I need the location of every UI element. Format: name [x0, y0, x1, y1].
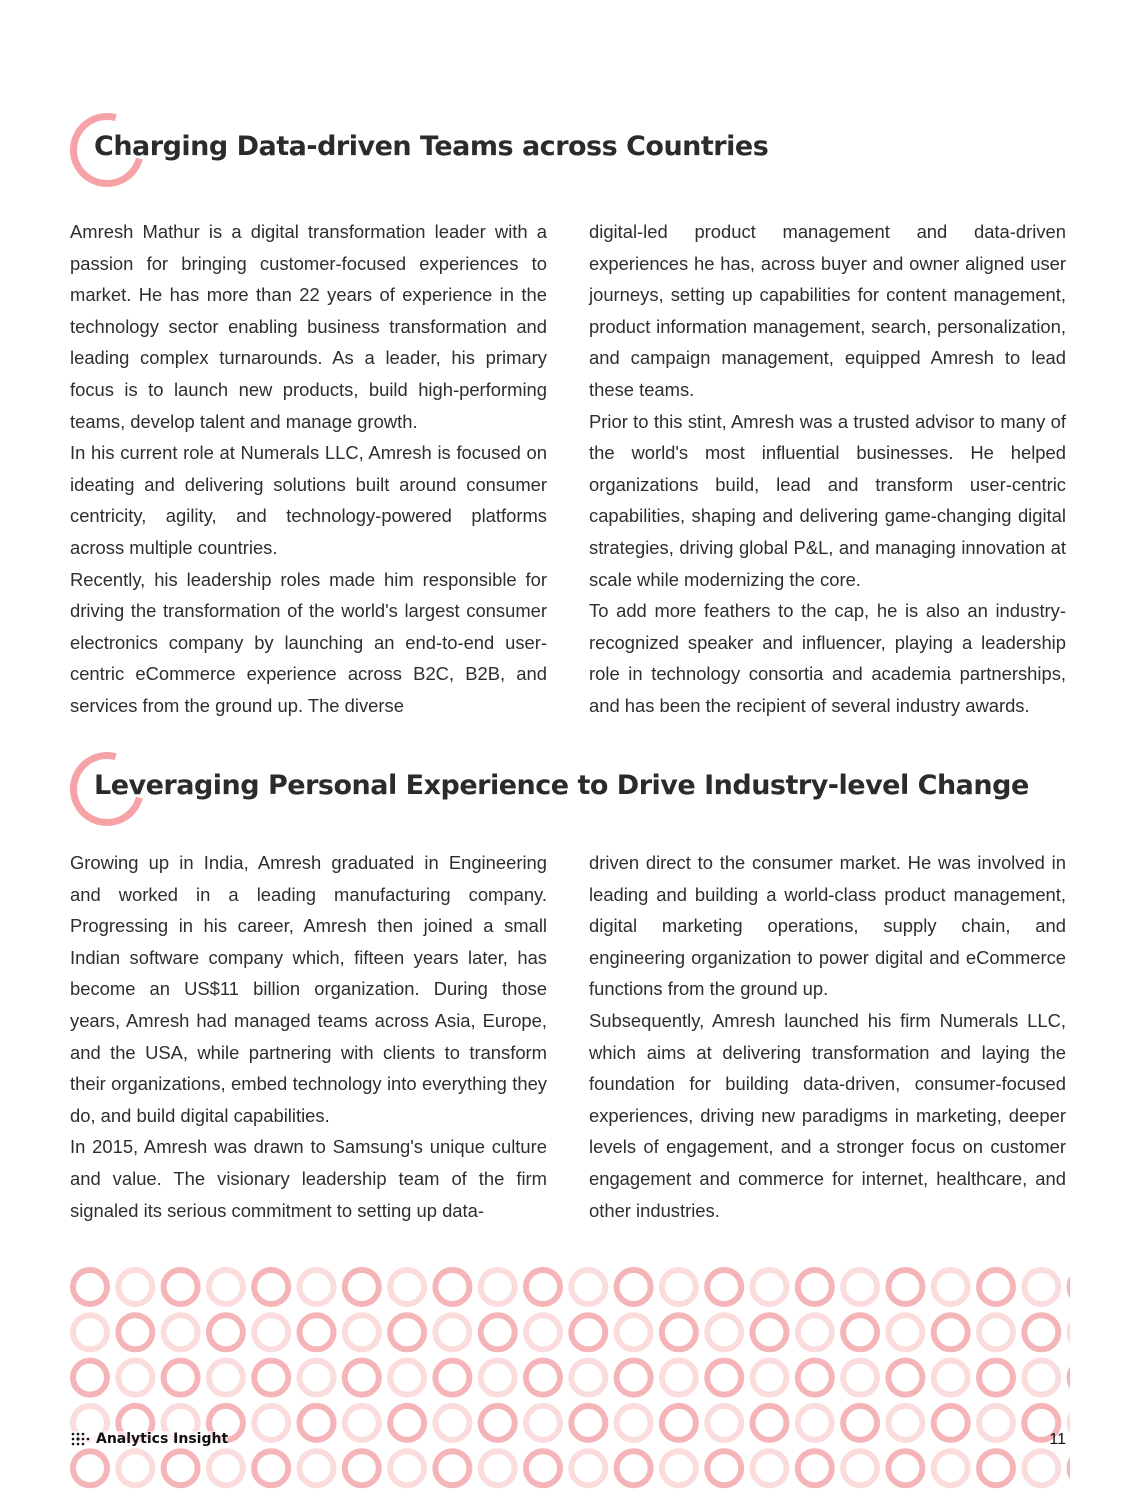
ring-shape: [1024, 1451, 1058, 1485]
ring-shape: [798, 1270, 832, 1304]
ring-shape: [707, 1361, 741, 1395]
ring-shape: [798, 1315, 832, 1349]
ring-shape: [526, 1406, 560, 1440]
ring-shape: [888, 1270, 922, 1304]
ring-pattern-decoration: [70, 1262, 1070, 1491]
ring-shape: [481, 1315, 515, 1349]
ring-shape: [934, 1361, 968, 1395]
right-column: [589, 216, 1066, 722]
ring-shape: [1024, 1361, 1058, 1395]
ring-shape: [345, 1270, 379, 1304]
ring-shape: [435, 1270, 469, 1304]
paragraph: Amresh Mathur is a digital transformation leader with a passion for bringing customer-focused experiences to market. He has more than 22 years of experience in the technology sector enabling business transformation and leading complex turnarounds. As a leader, his primary focus is to launch new products, build high-performing teams, develop talent and manage growth.: [70, 221, 547, 432]
brand-name: Analytics Insight: [96, 1431, 229, 1447]
footer-brand: [70, 1431, 228, 1447]
ring-shape: [662, 1361, 696, 1395]
paragraph: To add more feathers to the cap, he is also an industry-recognized speaker and influencer, playing a leadership role in technology consortia and academia partnerships, and has been the recipient of several industry awards.: [589, 600, 1066, 716]
ring-shape: [843, 1361, 877, 1395]
ring-shape: [254, 1361, 288, 1395]
paragraph: In his current role at Numerals LLC, Amresh is focused on ideating and delivering solutions built around consumer centricity, agility, and technology-powered platforms across multiple countries.: [70, 442, 547, 558]
ring-shape: [798, 1406, 832, 1440]
ring-shape: [345, 1361, 379, 1395]
ring-shape: [481, 1270, 515, 1304]
ring-shape: [118, 1315, 152, 1349]
ring-shape: [209, 1451, 243, 1485]
ring-shape: [888, 1315, 922, 1349]
ring-shape: [753, 1451, 787, 1485]
page-number: 11: [1049, 1431, 1066, 1448]
ring-shape: [843, 1406, 877, 1440]
ring-shape: [209, 1270, 243, 1304]
ring-shape: [254, 1270, 288, 1304]
ring-shape: [209, 1315, 243, 1349]
ring-shape: [526, 1315, 560, 1349]
paragraph: Prior to this stint, Amresh was a trusted advisor to many of the world's most influential businesses. He helped organizations build, lead and transform user-centric capabilities, shaping and delivering game-changing digital strategies, driving global P&L, and managing innovation at scale while modernizing the core.: [589, 410, 1066, 590]
ring-shape: [934, 1315, 968, 1349]
ring-shape: [979, 1406, 1013, 1440]
ring-shape: [662, 1315, 696, 1349]
ring-shape: [254, 1451, 288, 1485]
ring-shape: [934, 1406, 968, 1440]
ring-shape: [300, 1270, 334, 1304]
ring-shape: [164, 1451, 198, 1485]
ring-shape: [73, 1315, 107, 1349]
ring-shape: [753, 1406, 787, 1440]
ring-shape: [118, 1451, 152, 1485]
ring-shape: [526, 1451, 560, 1485]
ring-shape: [979, 1315, 1013, 1349]
section-body-1: [70, 216, 1066, 722]
paragraph: Subsequently, Amresh launched his firm Numerals LLC, which aims at delivering transformation and laying the foundation for building data-driven, consumer-focused experiences, driving new paradigms in marketing, deeper levels of engagement, and a stronger focus on customer engagement and commerce for internet, healthcare, and other industries.: [589, 1009, 1066, 1221]
ring-shape: [1024, 1315, 1058, 1349]
ring-shape: [571, 1315, 605, 1349]
ring-shape: [571, 1451, 605, 1485]
ring-shape: [345, 1451, 379, 1485]
ring-shape: [888, 1451, 922, 1485]
ring-shape: [481, 1361, 515, 1395]
paragraph: Growing up in India, Amresh graduated in Engineering and worked in a leading manufacturing company. Progressing in his career, Amresh then joined a small Indian software company which, fifteen years later, has become an US$11 billion organization. During those years, Amresh had managed teams across Asia, Europe, and the USA, while partnering with clients to transform their organizations, embed technology into everything they do, and build digital capabilities.: [70, 852, 547, 1126]
ring-shape: [979, 1451, 1013, 1485]
ring-shape: [300, 1315, 334, 1349]
ring-shape: [707, 1406, 741, 1440]
ring-shape: [707, 1270, 741, 1304]
ring-shape: [617, 1406, 651, 1440]
ring-shape: [390, 1270, 424, 1304]
ring-shape: [164, 1361, 198, 1395]
ring-shape: [300, 1451, 334, 1485]
paragraph: Recently, his leadership roles made him responsible for driving the transformation of the world's largest consumer electronics company by launching an end-to-end user-centric eCommerce experience across B2C, B2B, and services from the ground up. The diverse: [70, 568, 547, 716]
section-heading-2: [70, 752, 1070, 826]
ring-shape: [617, 1451, 651, 1485]
ring-shape: [617, 1361, 651, 1395]
ring-shape: [753, 1315, 787, 1349]
right-column: [589, 847, 1066, 1226]
ring-shape: [888, 1361, 922, 1395]
ring-shape: [435, 1406, 469, 1440]
paragraph: In 2015, Amresh was drawn to Samsung's unique culture and value. The visionary leadership team of the firm signaled its serious commitment to setting up data-: [70, 1136, 547, 1221]
ring-shape: [526, 1270, 560, 1304]
section-title: Leveraging Personal Experience to Drive Industry-level Change: [94, 770, 1029, 801]
ring-shape: [934, 1451, 968, 1485]
paragraph: driven direct to the consumer market. He was involved in leading and building a world-class product management, digital marketing operations, supply chain, and engineering organization to power digital and eCommerce functions from the ground up.: [589, 852, 1066, 1000]
ring-shape: [254, 1315, 288, 1349]
ring-shape: [617, 1270, 651, 1304]
ring-shape: [435, 1315, 469, 1349]
ring-shape: [345, 1406, 379, 1440]
ring-shape: [617, 1315, 651, 1349]
left-column: [70, 847, 547, 1226]
ring-shape: [118, 1270, 152, 1304]
section-title: Charging Data-driven Teams across Countries: [94, 131, 769, 162]
ring-shape: [798, 1361, 832, 1395]
ring-shape: [435, 1361, 469, 1395]
dots-logo-icon: [70, 1431, 90, 1447]
ring-shape: [662, 1270, 696, 1304]
ring-shape: [481, 1406, 515, 1440]
ring-shape: [254, 1406, 288, 1440]
ring-shape: [753, 1270, 787, 1304]
ring-shape: [888, 1406, 922, 1440]
ring-shape: [164, 1270, 198, 1304]
section-body-2: [70, 847, 1066, 1226]
ring-shape: [300, 1361, 334, 1395]
ring-shape: [1024, 1270, 1058, 1304]
ring-shape: [73, 1361, 107, 1395]
ring-shape: [843, 1315, 877, 1349]
ring-shape: [979, 1361, 1013, 1395]
ring-shape: [164, 1315, 198, 1349]
ring-shape: [662, 1451, 696, 1485]
ring-shape: [118, 1361, 152, 1395]
ring-shape: [662, 1406, 696, 1440]
left-column: [70, 216, 547, 722]
ring-shape: [798, 1451, 832, 1485]
ring-shape: [843, 1451, 877, 1485]
ring-shape: [526, 1361, 560, 1395]
ring-shape: [571, 1270, 605, 1304]
ring-shape: [707, 1451, 741, 1485]
ring-shape: [390, 1451, 424, 1485]
ring-shape: [73, 1451, 107, 1485]
ring-shape: [934, 1270, 968, 1304]
ring-shape: [843, 1270, 877, 1304]
ring-shape: [390, 1406, 424, 1440]
ring-shape: [571, 1406, 605, 1440]
ring-shape: [707, 1315, 741, 1349]
ring-shape: [73, 1270, 107, 1304]
ring-shape: [300, 1406, 334, 1440]
ring-shape: [481, 1451, 515, 1485]
ring-shape: [753, 1361, 787, 1395]
ring-shape: [345, 1315, 379, 1349]
ring-shape: [571, 1361, 605, 1395]
ring-shape: [390, 1315, 424, 1349]
ring-shape: [390, 1361, 424, 1395]
paragraph: digital-led product management and data-driven experiences he has, across buyer and owner aligned user journeys, setting up capabilities for content management, product information management, search, personalization, and campaign management, equipped Amresh to lead these teams.: [589, 221, 1066, 400]
ring-shape: [979, 1270, 1013, 1304]
ring-shape: [209, 1361, 243, 1395]
section-heading-1: [70, 113, 1070, 187]
ring-shape: [435, 1451, 469, 1485]
